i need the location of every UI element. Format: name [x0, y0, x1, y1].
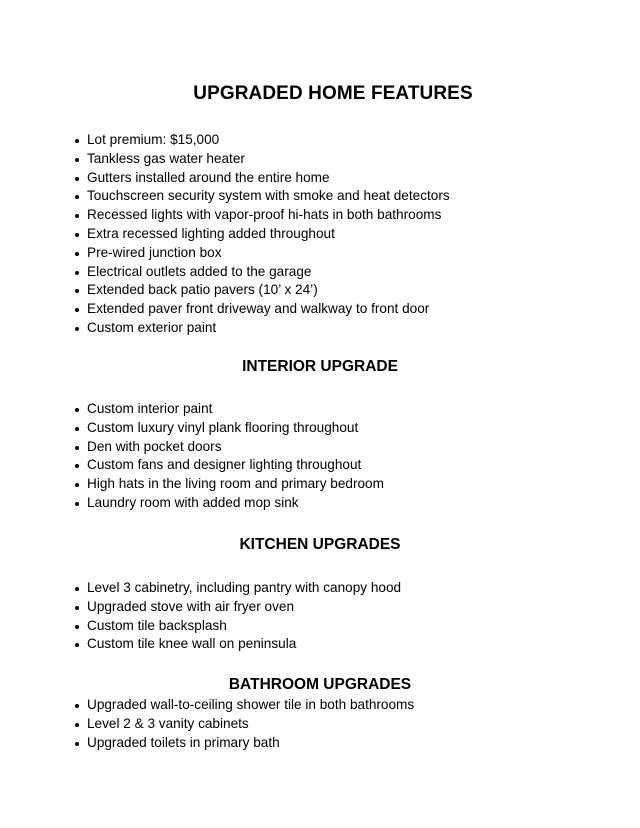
list-item [72, 281, 450, 300]
bullet-icon [75, 427, 79, 431]
bullet-icon [75, 139, 79, 143]
list-item-text: Den with pocket doors [87, 438, 222, 454]
bullet-icon [75, 606, 79, 610]
list-item [72, 225, 450, 244]
list-item-text: Gutters installed around the entire home [87, 169, 330, 185]
list-item-text: Laundry room with added mop sink [87, 494, 299, 510]
bathroom-list [72, 696, 414, 752]
list-item-text: Touchscreen security system with smoke and heat detectors [87, 188, 450, 204]
bullet-icon [75, 327, 79, 331]
bullet-icon [75, 308, 79, 312]
bullet-icon [75, 483, 79, 487]
bullet-icon [75, 158, 79, 162]
list-item-text: Custom tile knee wall on peninsula [87, 636, 297, 652]
kitchen-list [72, 579, 401, 654]
list-item [72, 579, 401, 598]
list-item [72, 696, 414, 715]
list-item-text: Upgraded wall-to-ceiling shower tile in both bathrooms [87, 697, 415, 712]
list-item [72, 475, 384, 494]
list-item [72, 456, 384, 475]
list-item-text: Pre-wired junction box [87, 244, 222, 260]
page-title: UPGRADED HOME FEATURES [193, 83, 473, 104]
list-item-text: Upgraded stove with air fryer oven [87, 598, 295, 614]
list-item [72, 263, 450, 282]
list-item-text: Upgraded toilets in primary bath [87, 734, 280, 750]
list-item-text: Electrical outlets added to the garage [87, 263, 312, 279]
features-list [72, 131, 450, 338]
bullet-icon [75, 464, 79, 468]
bullet-icon [75, 502, 79, 506]
list-item [72, 419, 384, 438]
section-heading-kitchen: KITCHEN UPGRADES [239, 536, 401, 553]
list-item-text: Extended back patio pavers (10’ x 24’) [87, 282, 318, 298]
list-item-text: Custom tile backsplash [87, 617, 227, 633]
list-item [72, 715, 414, 734]
list-item-text: Custom exterior paint [87, 319, 217, 335]
list-item-text: Extra recessed lighting added throughout [87, 225, 335, 241]
section-heading-bathroom: BATHROOM UPGRADES [228, 676, 412, 693]
list-item [72, 150, 450, 169]
list-item [72, 187, 450, 206]
bullet-icon [75, 704, 79, 708]
bullet-icon [75, 625, 79, 629]
bullet-icon [75, 742, 79, 746]
bullet-icon [75, 289, 79, 293]
bullet-icon [75, 723, 79, 727]
list-item [72, 400, 384, 419]
bullet-icon [75, 233, 79, 237]
list-item [72, 494, 384, 513]
list-item [72, 206, 450, 225]
list-item-text: Custom interior paint [87, 401, 213, 416]
bullet-icon [75, 177, 79, 181]
section-heading-interior: INTERIOR UPGRADE [242, 358, 398, 375]
list-item [72, 598, 401, 617]
list-item [72, 319, 450, 338]
bullet-icon [75, 252, 79, 256]
list-item-text: Recessed lights with vapor-proof hi-hats in both bathrooms [87, 207, 442, 223]
list-item [72, 131, 450, 150]
interior-list [72, 400, 384, 513]
list-item-text: Custom luxury vinyl plank flooring throughout [87, 419, 359, 435]
bullet-icon [75, 587, 79, 591]
bullet-icon [75, 446, 79, 450]
list-item [72, 244, 450, 263]
list-item-text: Tankless gas water heater [87, 150, 245, 166]
list-item-text: Level 2 & 3 vanity cabinets [87, 715, 249, 731]
list-item-text: Lot premium: $15,000 [87, 132, 220, 147]
list-item-text: Extended paver front driveway and walkway to front door [87, 301, 430, 317]
list-item [72, 635, 401, 654]
list-item [72, 617, 401, 636]
bullet-icon [75, 214, 79, 218]
bullet-icon [75, 408, 79, 412]
list-item [72, 438, 384, 457]
bullet-icon [75, 643, 79, 647]
list-item-text: High hats in the living room and primary bedroom [87, 476, 384, 492]
bullet-icon [75, 195, 79, 199]
list-item-text: Custom fans and designer lighting throughout [87, 457, 362, 473]
list-item [72, 169, 450, 188]
list-item [72, 300, 450, 319]
bullet-icon [75, 271, 79, 275]
list-item [72, 734, 414, 753]
list-item-text: Level 3 cabinetry, including pantry with canopy hood [87, 580, 402, 595]
